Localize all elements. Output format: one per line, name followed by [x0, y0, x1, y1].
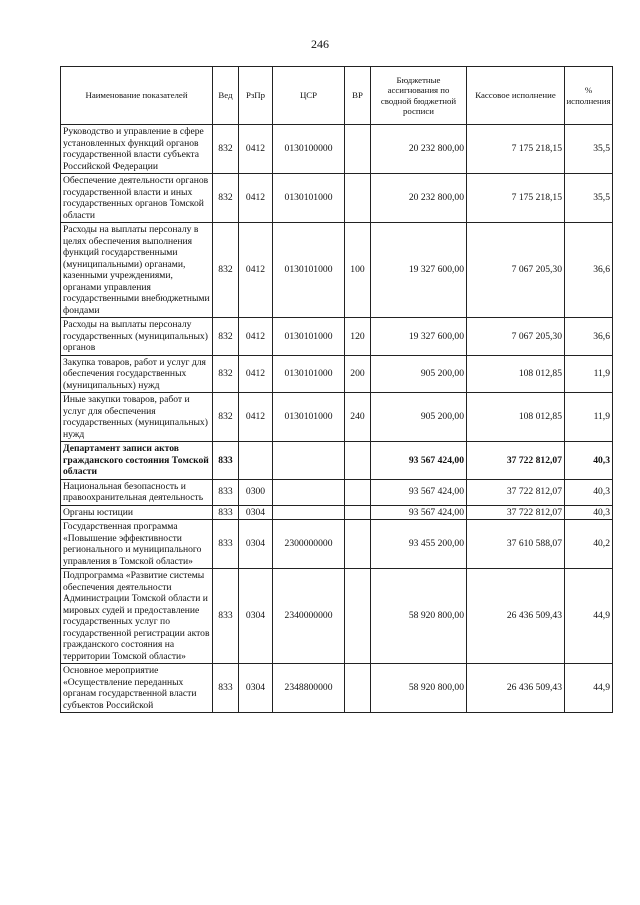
- row-percent-cell: 11,9: [565, 393, 613, 442]
- row-rzpr-cell: 0300: [239, 479, 273, 505]
- table-row: [61, 505, 613, 520]
- row-csr-cell: 2348800000: [273, 664, 345, 713]
- row-ved-cell: 833: [213, 664, 239, 713]
- row-percent-cell: 40,3: [565, 479, 613, 505]
- row-vr-cell: 200: [345, 355, 371, 393]
- row-cash-cell: 26 436 509,43: [467, 569, 565, 664]
- row-name-cell: Государственная программа «Повышение эффективности регионального и муниципального управления в Томской области»: [61, 520, 213, 569]
- row-name-cell: Национальная безопасность и правоохранительная деятельность: [61, 479, 213, 505]
- row-budget-cell: 93 567 424,00: [371, 479, 467, 505]
- row-vr-cell: [345, 479, 371, 505]
- table-row: [61, 393, 613, 442]
- row-cash-cell: 37 722 812,07: [467, 442, 565, 480]
- row-ved-cell: 832: [213, 174, 239, 223]
- row-budget-cell: 20 232 800,00: [371, 174, 467, 223]
- row-vr-cell: [345, 505, 371, 520]
- row-budget-cell: 58 920 800,00: [371, 569, 467, 664]
- row-cash-cell: 37 610 588,07: [467, 520, 565, 569]
- row-budget-cell: 58 920 800,00: [371, 664, 467, 713]
- row-percent-cell: 35,5: [565, 125, 613, 174]
- row-percent-cell: 35,5: [565, 174, 613, 223]
- row-percent-cell: 36,6: [565, 318, 613, 356]
- row-vr-cell: [345, 520, 371, 569]
- row-budget-cell: 93 455 200,00: [371, 520, 467, 569]
- row-vr-cell: 100: [345, 223, 371, 318]
- column-header-vr: ВР: [345, 67, 371, 125]
- column-header-percent: % исполнения: [565, 67, 613, 125]
- row-percent-cell: 44,9: [565, 664, 613, 713]
- row-percent-cell: 44,9: [565, 569, 613, 664]
- row-name-cell: Основное мероприятие «Осуществление переданных органам государственной власти субъектов Российской: [61, 664, 213, 713]
- row-budget-cell: 905 200,00: [371, 393, 467, 442]
- table-row: [61, 125, 613, 174]
- row-rzpr-cell: 0412: [239, 318, 273, 356]
- column-header-csr: ЦСР: [273, 67, 345, 125]
- row-rzpr-cell: 0412: [239, 223, 273, 318]
- row-csr-cell: [273, 505, 345, 520]
- row-vr-cell: [345, 125, 371, 174]
- row-budget-cell: 20 232 800,00: [371, 125, 467, 174]
- table-row: [61, 520, 613, 569]
- row-cash-cell: 7 175 218,15: [467, 125, 565, 174]
- page-number: 246: [311, 37, 329, 51]
- row-csr-cell: 0130101000: [273, 223, 345, 318]
- row-percent-cell: 40,2: [565, 520, 613, 569]
- row-csr-cell: 2300000000: [273, 520, 345, 569]
- row-ved-cell: 832: [213, 318, 239, 356]
- table-row: [61, 664, 613, 713]
- row-rzpr-cell: 0304: [239, 505, 273, 520]
- table-row: [61, 355, 613, 393]
- row-vr-cell: 120: [345, 318, 371, 356]
- row-name-cell: Подпрограмма «Развитие системы обеспечения деятельности Администрации Томской области и мировых судей и предоставление государственных услуг по государственной регистрации актов гражданского состояния на территории Томской области»: [61, 569, 213, 664]
- row-cash-cell: 108 012,85: [467, 355, 565, 393]
- row-rzpr-cell: 0412: [239, 355, 273, 393]
- row-cash-cell: 37 722 812,07: [467, 479, 565, 505]
- row-cash-cell: 37 722 812,07: [467, 505, 565, 520]
- row-budget-cell: 93 567 424,00: [371, 442, 467, 480]
- row-cash-cell: 7 175 218,15: [467, 174, 565, 223]
- row-percent-cell: 40,3: [565, 505, 613, 520]
- row-percent-cell: 11,9: [565, 355, 613, 393]
- column-header-ved: Вед: [213, 67, 239, 125]
- row-csr-cell: [273, 442, 345, 480]
- row-budget-cell: 905 200,00: [371, 355, 467, 393]
- row-vr-cell: [345, 174, 371, 223]
- row-csr-cell: 0130101000: [273, 355, 345, 393]
- row-ved-cell: 833: [213, 479, 239, 505]
- row-ved-cell: 832: [213, 393, 239, 442]
- row-ved-cell: 832: [213, 355, 239, 393]
- row-vr-cell: [345, 664, 371, 713]
- table-row: [61, 174, 613, 223]
- row-vr-cell: 240: [345, 393, 371, 442]
- row-rzpr-cell: 0412: [239, 174, 273, 223]
- row-rzpr-cell: [239, 442, 273, 480]
- row-budget-cell: 93 567 424,00: [371, 505, 467, 520]
- row-name-cell: Закупка товаров, работ и услуг для обеспечения государственных (муниципальных) нужд: [61, 355, 213, 393]
- row-rzpr-cell: 0304: [239, 520, 273, 569]
- row-name-cell: Обеспечение деятельности органов государственной власти и иных государственных органов Томской области: [61, 174, 213, 223]
- row-cash-cell: 7 067 205,30: [467, 223, 565, 318]
- row-rzpr-cell: 0412: [239, 125, 273, 174]
- row-cash-cell: 26 436 509,43: [467, 664, 565, 713]
- budget-execution-table: [60, 66, 613, 713]
- row-rzpr-cell: 0304: [239, 664, 273, 713]
- table-row: [61, 318, 613, 356]
- table-row: [61, 569, 613, 664]
- row-percent-cell: 36,6: [565, 223, 613, 318]
- table-header-row: [61, 67, 613, 125]
- row-name-cell: Органы юстиции: [61, 505, 213, 520]
- row-csr-cell: 0130101000: [273, 318, 345, 356]
- row-csr-cell: 0130100000: [273, 125, 345, 174]
- column-header-cash: Кассовое исполнение: [467, 67, 565, 125]
- column-header-rzpr: РзПр: [239, 67, 273, 125]
- row-ved-cell: 833: [213, 442, 239, 480]
- row-name-cell: Иные закупки товаров, работ и услуг для обеспечения государственных (муниципальных) нужд: [61, 393, 213, 442]
- row-ved-cell: 832: [213, 223, 239, 318]
- row-percent-cell: 40,3: [565, 442, 613, 480]
- row-vr-cell: [345, 569, 371, 664]
- row-cash-cell: 7 067 205,30: [467, 318, 565, 356]
- row-name-cell: Руководство и управление в сфере установленных функций органов государственной власти субъекта Российской Федерации: [61, 125, 213, 174]
- row-csr-cell: 2340000000: [273, 569, 345, 664]
- row-csr-cell: 0130101000: [273, 393, 345, 442]
- row-name-cell: Департамент записи актов гражданского состояния Томской области: [61, 442, 213, 480]
- row-csr-cell: 0130101000: [273, 174, 345, 223]
- row-ved-cell: 833: [213, 569, 239, 664]
- row-cash-cell: 108 012,85: [467, 393, 565, 442]
- row-ved-cell: 833: [213, 520, 239, 569]
- row-name-cell: Расходы на выплаты персоналу государственных (муниципальных) органов: [61, 318, 213, 356]
- row-rzpr-cell: 0412: [239, 393, 273, 442]
- row-vr-cell: [345, 442, 371, 480]
- row-rzpr-cell: 0304: [239, 569, 273, 664]
- row-ved-cell: 833: [213, 505, 239, 520]
- table-row: [61, 479, 613, 505]
- table-row: [61, 223, 613, 318]
- row-budget-cell: 19 327 600,00: [371, 318, 467, 356]
- column-header-name: Наименование показателей: [61, 67, 213, 125]
- row-name-cell: Расходы на выплаты персоналу в целях обеспечения выполнения функций государственными (муниципальными) органами, казенными учреждениями, органами управления государственными внебюджетными фондами: [61, 223, 213, 318]
- table-row: [61, 442, 613, 480]
- column-header-budget: Бюджетные ассигнования по сводной бюджетной росписи: [371, 67, 467, 125]
- row-csr-cell: [273, 479, 345, 505]
- row-ved-cell: 832: [213, 125, 239, 174]
- row-budget-cell: 19 327 600,00: [371, 223, 467, 318]
